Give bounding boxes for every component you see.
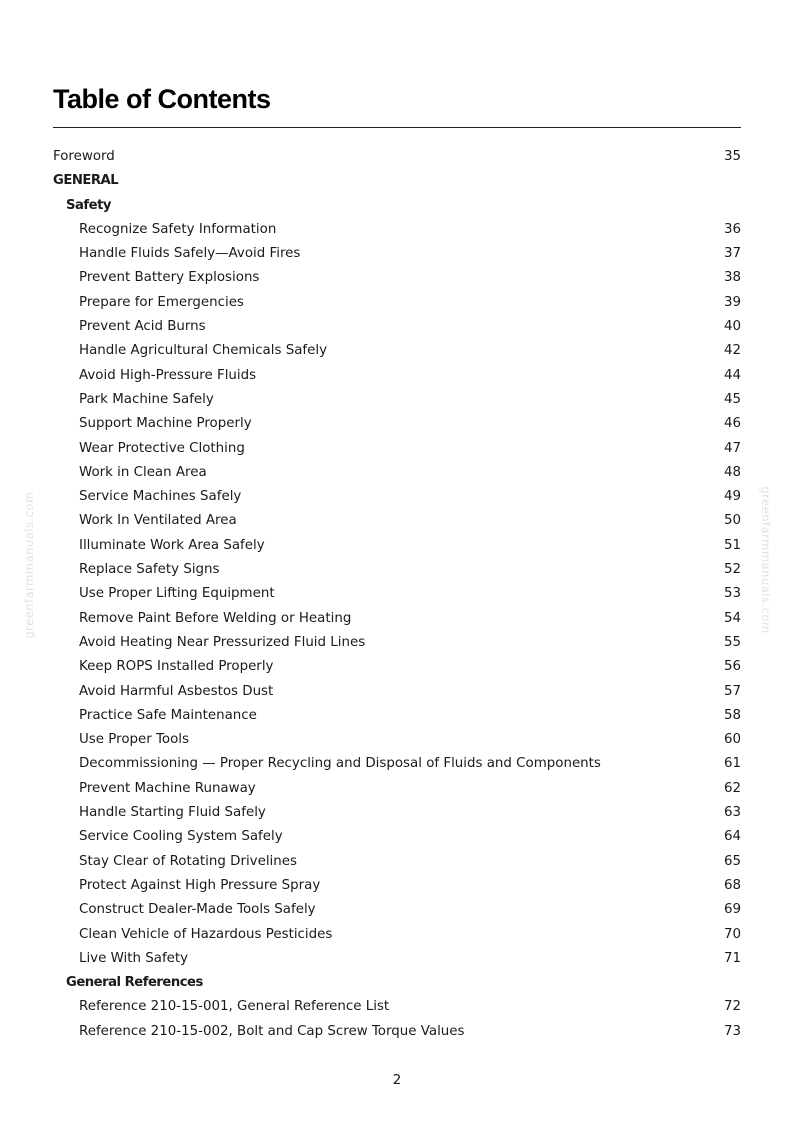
toc-entry-page-number: 55 bbox=[723, 634, 741, 650]
toc-entry[interactable] bbox=[53, 752, 741, 776]
toc-entry-page-number: 73 bbox=[723, 1023, 741, 1039]
toc-entry[interactable] bbox=[53, 947, 741, 971]
toc-entry-label: Prevent Acid Burns bbox=[79, 319, 206, 335]
toc-entry-page-number: 44 bbox=[723, 367, 741, 383]
toc-entry[interactable] bbox=[53, 534, 741, 558]
toc-entry[interactable] bbox=[53, 680, 741, 704]
toc-entry-page-number: 40 bbox=[723, 319, 741, 335]
toc-entry-page-number: 39 bbox=[723, 294, 741, 310]
toc-entry-page-number: 54 bbox=[723, 610, 741, 626]
toc-entry[interactable] bbox=[53, 655, 741, 679]
toc-entry-label: General References bbox=[66, 975, 203, 991]
toc-entry[interactable] bbox=[53, 995, 741, 1019]
toc-entry-page-number: 63 bbox=[723, 805, 741, 821]
toc-entry-page-number: 64 bbox=[723, 829, 741, 845]
toc-entry-label: Stay Clear of Rotating Drivelines bbox=[79, 853, 297, 869]
toc-entry[interactable] bbox=[53, 485, 741, 509]
toc-entry-label: Avoid Harmful Asbestos Dust bbox=[79, 683, 274, 699]
toc-entry-label: Prepare for Emergencies bbox=[79, 294, 244, 310]
toc-entry[interactable] bbox=[53, 825, 741, 849]
toc-entry-label: Reference 210-15-002, Bolt and Cap Screw Torque Values bbox=[79, 1023, 465, 1039]
toc-entry-page-number: 51 bbox=[723, 537, 741, 553]
toc-section-heading bbox=[53, 194, 741, 218]
toc-entry-label: Construct Dealer-Made Tools Safely bbox=[79, 902, 316, 918]
toc-entry-page-number: 49 bbox=[723, 489, 741, 505]
page-number: 2 bbox=[392, 1073, 402, 1088]
toc-entry-label: Replace Safety Signs bbox=[79, 562, 220, 578]
toc-entry-label: Support Machine Properly bbox=[79, 416, 252, 432]
toc-entry[interactable] bbox=[53, 874, 741, 898]
toc-entry-label: Park Machine Safely bbox=[79, 391, 214, 407]
toc-entry-label: Service Cooling System Safely bbox=[79, 829, 283, 845]
toc-entry-label: Avoid Heating Near Pressurized Fluid Lines bbox=[79, 634, 366, 650]
page-title: Table of Contents bbox=[53, 84, 271, 114]
toc-entry[interactable] bbox=[53, 461, 741, 485]
toc-entry-label: Use Proper Tools bbox=[79, 732, 190, 748]
toc-entry[interactable] bbox=[53, 266, 741, 290]
toc-entry-label: Recognize Safety Information bbox=[79, 221, 277, 237]
toc-entry[interactable] bbox=[53, 631, 741, 655]
toc-entry-label: Handle Agricultural Chemicals Safely bbox=[79, 343, 328, 359]
watermark-left: greenfarmmanuals.com bbox=[22, 491, 36, 639]
toc-entry[interactable] bbox=[53, 582, 741, 606]
toc-entry[interactable] bbox=[53, 898, 741, 922]
toc-entry-label: Decommissioning — Proper Recycling and Disposal of Fluids and Components bbox=[79, 756, 601, 772]
toc-entry[interactable] bbox=[53, 558, 741, 582]
toc-entry[interactable] bbox=[53, 777, 741, 801]
toc-entry[interactable] bbox=[53, 509, 741, 533]
toc-entry-page-number: 68 bbox=[723, 877, 741, 893]
toc-entry-label: Remove Paint Before Welding or Heating bbox=[79, 610, 352, 626]
toc-entry[interactable] bbox=[53, 437, 741, 461]
toc-entry-page-number: 70 bbox=[723, 926, 741, 942]
toc-entry-label: Reference 210-15-001, General Reference List bbox=[79, 999, 390, 1015]
toc-entry-page-number: 37 bbox=[723, 246, 741, 262]
toc-entry-label: Wear Protective Clothing bbox=[79, 440, 245, 456]
toc-entry[interactable] bbox=[53, 145, 741, 169]
toc-entry-label: Work In Ventilated Area bbox=[79, 513, 237, 529]
toc-entry[interactable] bbox=[53, 242, 741, 266]
toc-entry-label: Handle Starting Fluid Safely bbox=[79, 805, 266, 821]
toc-entry-page-number: 60 bbox=[723, 732, 741, 748]
toc-entry[interactable] bbox=[53, 315, 741, 339]
toc-entry[interactable] bbox=[53, 704, 741, 728]
toc-entry-label: Safety bbox=[66, 197, 111, 213]
toc-entry-page-number: 42 bbox=[723, 343, 741, 359]
toc-entry-page-number: 35 bbox=[723, 149, 741, 164]
toc-section-heading bbox=[53, 169, 741, 193]
toc-section-heading bbox=[53, 971, 741, 995]
toc-entry-page-number: 50 bbox=[723, 513, 741, 529]
toc-entry-page-number: 69 bbox=[723, 902, 741, 918]
toc-entry-page-number: 58 bbox=[723, 707, 741, 723]
toc-entry-label: Handle Fluids Safely—Avoid Fires bbox=[79, 246, 301, 262]
toc-entry-label: Work in Clean Area bbox=[79, 464, 207, 480]
toc-entry[interactable] bbox=[53, 412, 741, 436]
toc-entry-label: Foreword bbox=[53, 149, 115, 164]
toc-entry-page-number: 38 bbox=[723, 270, 741, 286]
toc-entry-page-number: 48 bbox=[723, 464, 741, 480]
toc-entry-page-number: 47 bbox=[723, 440, 741, 456]
toc-entry-label: Protect Against High Pressure Spray bbox=[79, 877, 321, 893]
toc-entry[interactable] bbox=[53, 728, 741, 752]
toc-entry-label: Use Proper Lifting Equipment bbox=[79, 586, 275, 602]
toc-entry-page-number: 57 bbox=[723, 683, 741, 699]
toc-entry[interactable] bbox=[53, 339, 741, 363]
toc-entry-label: Keep ROPS Installed Properly bbox=[79, 659, 274, 675]
toc-entry-page-number: 52 bbox=[723, 562, 741, 578]
toc-entry-label: Illuminate Work Area Safely bbox=[79, 537, 265, 553]
toc-entry-label: Practice Safe Maintenance bbox=[79, 707, 257, 723]
toc-entry[interactable] bbox=[53, 850, 741, 874]
toc-entry-page-number: 45 bbox=[723, 391, 741, 407]
title-divider bbox=[53, 127, 741, 128]
toc-entry-label: Live With Safety bbox=[79, 950, 189, 966]
toc-entry[interactable] bbox=[53, 1020, 741, 1044]
toc-entry-label: Prevent Machine Runaway bbox=[79, 780, 256, 796]
toc-entry-page-number: 71 bbox=[723, 950, 741, 966]
toc-entry-page-number: 36 bbox=[723, 221, 741, 237]
toc-entry-label: GENERAL bbox=[53, 173, 119, 189]
toc-entry[interactable] bbox=[53, 364, 741, 388]
toc-entry[interactable] bbox=[53, 923, 741, 947]
toc-entry-label: Avoid High-Pressure Fluids bbox=[79, 367, 257, 383]
toc-entry-page-number: 53 bbox=[723, 586, 741, 602]
toc-entry-label: Prevent Battery Explosions bbox=[79, 270, 260, 286]
toc-entry-page-number: 62 bbox=[723, 780, 741, 796]
toc-entry[interactable] bbox=[53, 291, 741, 315]
table-of-contents bbox=[53, 145, 741, 1044]
toc-entry-page-number: 61 bbox=[723, 756, 741, 772]
toc-entry-page-number: 72 bbox=[723, 999, 741, 1015]
toc-entry[interactable] bbox=[53, 218, 741, 242]
toc-entry-page-number: 46 bbox=[723, 416, 741, 432]
toc-entry-page-number: 65 bbox=[723, 853, 741, 869]
toc-entry-label: Clean Vehicle of Hazardous Pesticides bbox=[79, 926, 333, 942]
toc-entry[interactable] bbox=[53, 801, 741, 825]
toc-entry-label: Service Machines Safely bbox=[79, 489, 242, 505]
watermark-right: greenfarmmanuals.com bbox=[759, 486, 773, 634]
toc-entry[interactable] bbox=[53, 388, 741, 412]
toc-entry-page-number: 56 bbox=[723, 659, 741, 675]
toc-entry[interactable] bbox=[53, 607, 741, 631]
